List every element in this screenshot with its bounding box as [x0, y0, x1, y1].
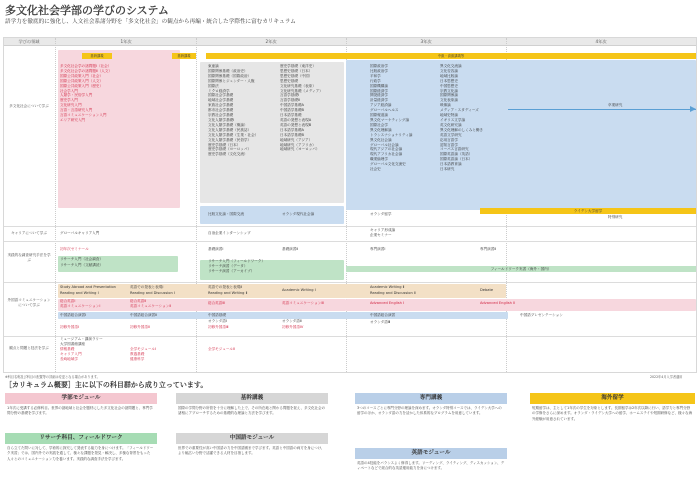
course-item: 文化人類学基礎Ⅰ	[208, 117, 235, 122]
course-item: 国際社会学	[370, 122, 388, 127]
pill-core: 基幹講義	[82, 53, 112, 59]
en-advanced-2: Advanced English Ⅱ	[480, 301, 515, 305]
header-year2: 2年次	[265, 39, 277, 44]
course-item: 家族社会学基礎	[208, 103, 234, 108]
course-item: アジア経済論	[370, 103, 392, 108]
module-2: 全学モジュールⅡ	[208, 347, 235, 351]
card-body: 自ら立てた問いに対して、学術的に探究して発表する能力を身につけます。「フィールドワーク実習」では、国内外での実践を通して、様々な課題を発見・解決し、多様な背景をもった人々とのコミュニケーション力を養います。実践的な調査手法を学びます。	[7, 446, 154, 461]
course-item: 地域社会学基礎	[208, 98, 234, 103]
course-item: 思想史基礎（中国）	[280, 73, 313, 78]
course-item: エリア研究入門	[60, 117, 86, 122]
nagasaki-studies: 長崎地域学	[60, 357, 78, 361]
card-chinese-module	[176, 433, 328, 459]
card-body: 国際の学問分野の所管を十分に理解した上で、その所在地と関わる問題を捉え、多文化社会の諸相にアプローチするための基礎的な理論と方法を学びます。	[178, 406, 326, 416]
en-communication-1: 英語コミュニケーションⅠ	[60, 304, 101, 308]
course-item: 国際関係とジェンダー・人権	[208, 78, 255, 83]
course-item: 地域研究（アジア）	[280, 137, 313, 142]
course-item: コーパス言語研究	[440, 147, 469, 152]
y3-course-col1	[370, 64, 412, 172]
research-archive: リサーチ演習（アーカイブ）	[208, 269, 255, 273]
card-specialized	[355, 393, 507, 419]
course-item: 国際公共政策入門（社会）	[60, 73, 104, 78]
card-body: 世界での重要性が高い中国語の力を中国語圏まで学びます。英語と中国語の両方を身につけ、より幅広い分野で活躍できる人材を目指します。	[178, 446, 325, 456]
course-item: 言語・言語研究入門	[60, 108, 93, 113]
en-study-abroad: Study Abroad and Presentation	[60, 285, 116, 289]
course-item: 英語の発想と表現B	[280, 122, 312, 127]
en-communication-3: 英語コミュニケーションⅢ	[282, 301, 324, 305]
course-item: 行政学	[370, 78, 381, 83]
course-item: 日本思想史	[440, 78, 458, 83]
health-science: 健康科学	[130, 357, 145, 361]
course-item: 日本語学基礎A	[280, 127, 305, 132]
card-title: 中国語モジュール	[176, 433, 328, 444]
course-item: 宗教文化論	[440, 88, 458, 93]
course-item: 国際関係基礎（政治史）	[208, 68, 248, 73]
cn-general-1: 中国語総合演習Ⅰ	[60, 313, 87, 317]
course-item: 日本語学基礎B	[280, 132, 305, 137]
course-item: 歴史学基礎（日本）	[208, 142, 241, 147]
en-academic-writing-2: Academic Writing Ⅱ	[370, 285, 405, 289]
header-year4: 4年次	[595, 39, 607, 44]
row-divider	[4, 282, 696, 283]
en-general-1: 総合英語Ⅰ	[60, 299, 76, 303]
course-item: 東亜論	[208, 64, 219, 68]
course-item: 地域研究（ヨーロッパ）	[280, 147, 320, 152]
chinese-block	[58, 312, 508, 319]
course-item: 思想史基礎	[280, 78, 298, 83]
row-divider	[4, 336, 696, 337]
course-item: 異文化理解論	[370, 127, 392, 132]
career-y1: グローバルキャリア入門	[60, 231, 100, 235]
card-title: 専門講義	[355, 393, 507, 404]
course-item: 国際関係基礎（国際政治）	[208, 73, 252, 78]
research-fieldwork: リサーチ入門（フィールドワーク）	[208, 259, 266, 263]
course-item: 歴史学基礎（東洋史）	[280, 64, 316, 68]
leiden-study-bar: ライデン大学留学	[480, 208, 696, 214]
card-research	[5, 433, 157, 464]
course-item: 国際政治学	[370, 64, 388, 68]
page-title: 多文化社会学部の学びのシステム	[5, 4, 169, 17]
card-title: リサーチ科目、フィールドワーク	[5, 433, 157, 444]
footnote-right: 2022年4月入学者適用	[650, 375, 683, 379]
course-item: 文化人類学基礎（民族誌）	[208, 127, 252, 132]
course-item: グローバル文化交流史	[370, 162, 406, 167]
research-data: リサーチ演習（データ）	[208, 264, 248, 268]
arrow-right-icon	[690, 106, 696, 112]
course-item: 日本研究	[440, 167, 455, 172]
cn-presentation: 中国語プレゼンテーション	[520, 313, 563, 317]
course-item: 計量経済学	[370, 98, 388, 103]
course-item: 認知言語学	[440, 142, 458, 147]
course-item: 歴史学入門	[60, 98, 78, 103]
course-item: 宗教社会学基礎	[208, 113, 234, 118]
course-item: 異文化社会論	[370, 137, 392, 142]
course-item: 異文化交流論	[440, 64, 462, 68]
career-y3b: 企業セミナー	[370, 233, 392, 237]
card-core-lecture	[176, 393, 328, 419]
dutch-3: オランダ語Ⅲ	[370, 320, 391, 324]
course-item: 地域史特論	[440, 113, 458, 118]
header-area: 学びの領域	[18, 39, 40, 44]
course-item: 国際報道論	[370, 113, 388, 118]
course-item: 社会史	[370, 167, 381, 172]
course-item: 異文化理解のしくみと働き	[440, 127, 484, 132]
course-item: 国際法	[208, 83, 219, 88]
course-item: 国際経済学	[370, 88, 388, 93]
course-item: 現代アジアの社会論	[370, 147, 403, 152]
course-item: 言語学基礎Ⅰ	[280, 93, 300, 98]
cn-general-adv: 中国語総合演習	[370, 313, 396, 317]
course-item: 多文化社会学の諸問題Ⅱ（人文）	[60, 68, 113, 73]
course-item: 国際英語論（日本）	[440, 157, 473, 162]
research-intro-lit: リサーチ入門（文献講読）	[60, 263, 104, 267]
course-item: 英語文学研究	[440, 132, 462, 137]
en-presentation-1: 英語での発表と表現Ⅰ	[130, 285, 164, 289]
en-general-3: 総合英語Ⅲ	[208, 301, 225, 305]
row-label-foreign: 外国語コミュニケーションについて学ぶ	[7, 298, 51, 307]
course-item: 言語コミュニケーション入門	[60, 113, 107, 118]
row-divider	[4, 241, 696, 242]
card-body: 1年次に受講する必修科目。世界の諸地域と社会を題材にした多文化社会の諸問題と、専門学問分野の基礎を学びます。	[7, 406, 153, 416]
dutch-1: オランダ語Ⅰ	[208, 319, 227, 323]
course-item: 歴史学基礎（ヨーロッパ）	[208, 147, 252, 152]
library-course: 大学図書館講座	[60, 342, 86, 346]
course-item: 日本語学基礎	[280, 113, 302, 118]
card-title: 基幹講義	[176, 393, 328, 404]
course-item: 言語学基礎Ⅱ	[280, 98, 300, 103]
course-item: 歴史学基礎（文化交流）	[208, 152, 248, 157]
career-intro: キャリア入門	[60, 352, 82, 356]
info-basic: 情報基礎	[60, 347, 75, 351]
divider	[55, 38, 56, 372]
course-item: メディア・スタディーズ	[440, 108, 479, 113]
en-general-2: 総合英語Ⅱ	[130, 299, 147, 303]
course-dutch-study: オランダ留学	[370, 212, 392, 216]
course-item: 平和学	[370, 73, 381, 78]
course-item: 国際英語論（英語）	[440, 152, 473, 157]
basic-seminar-2: 基礎演習Ⅱ	[282, 247, 299, 251]
course-item: 文化変容論	[440, 68, 458, 73]
en-advanced-1: Advanced English Ⅰ	[370, 301, 405, 305]
module-1: 全学モジュールⅠ	[130, 347, 157, 351]
course-item: イギリス文学論	[440, 117, 466, 122]
course-item: グローバルヘルス	[370, 108, 399, 113]
course-item: 比較政治学	[370, 68, 388, 73]
card-body: 英語の4技能をバランスよく修得します。リーディング、ライティング、ディスカッション、ディベートなどで総合的な英語運用能力を身につけます。	[357, 461, 505, 471]
card-title: 学部モジュール	[5, 393, 157, 404]
pill-specialized: 中級・高級講義等	[206, 53, 696, 59]
course-item: 英語の発想と表現A	[280, 117, 312, 122]
y4-graduation-research: 卒業研究	[608, 103, 623, 107]
course-item: 職業倫理学	[370, 157, 388, 162]
page-subtitle: 語学力を徹底的に強化し、人文社会系諸分野を「多文化社会」の観点から再編・統合した学際性に富むカリキュラム	[5, 19, 296, 25]
course-item: 国際社会学基礎	[208, 93, 234, 98]
y1-course-list	[60, 64, 112, 123]
card-faculty-module	[5, 393, 157, 419]
course-item: 日本語教育論	[440, 162, 462, 167]
basic-seminar-1: 基礎演習Ⅰ	[208, 247, 224, 251]
course-item: ミクロ経済学	[208, 88, 230, 93]
cn-basic: 中国語基礎	[208, 313, 226, 317]
lang-2: 初修外国語Ⅱ	[130, 325, 150, 329]
course-item: 思想史基礎（日本）	[280, 68, 313, 73]
course-item: 中国語学基礎B	[280, 108, 305, 113]
course-item: 社会学入門	[60, 88, 78, 93]
first-year-seminar: 初年次ゼミナール	[60, 247, 89, 251]
career-y2: 自治企業インターンシップ	[208, 231, 251, 235]
course-item: 中国思想史	[440, 83, 458, 88]
course-item: 国際機構論	[370, 83, 388, 88]
course-item: 地域比較論	[440, 73, 458, 78]
row-label-practical: 実践的な調査研究手法を学ぶ	[7, 253, 51, 262]
card-title: 海外留学	[530, 393, 695, 404]
course-item: 多文化社会学の諸問題Ⅰ（社会）	[60, 64, 112, 68]
course-item: 文化表象論	[440, 98, 458, 103]
course-item: 人類学・民俗学入門	[60, 93, 93, 98]
arrow-line	[508, 109, 696, 110]
course-item: 国際関係論	[440, 93, 458, 98]
lang-3: 初修外国語Ⅲ	[208, 325, 229, 329]
en-reading-writing-1: Reading and Writing Ⅰ	[60, 291, 99, 295]
course-item: 地域研究（アフリカ）	[280, 142, 316, 147]
course-item: トランスナショナリティ論	[370, 132, 413, 137]
course-item: 応用言語学	[440, 137, 458, 142]
course-item: 文化研究入門	[60, 103, 82, 108]
en-academic-writing-1: Academic Writing Ⅰ	[282, 288, 316, 292]
dutch-2: オランダ語Ⅱ	[282, 319, 302, 323]
y4-special-research: 特別研究	[608, 215, 623, 219]
footnote-left: ※科目名称及び科目の配置等の詳細は変更となる場合があります。	[5, 375, 100, 379]
y2-course-col2	[280, 64, 323, 152]
course-item: 文化研究基礎（メディア）	[280, 88, 323, 93]
course-item: 文化人類学基礎（民俗学）	[208, 137, 252, 142]
course-item: 文化人類学基礎（生業・社会）	[208, 132, 259, 137]
card-body: 3つのコースごとに専門分野の理論を深めます。オランダ特別コースでは、ライデン大学への留学のほか、オランダ語の力を活かした体系的なプログラムを用意しています。	[357, 406, 502, 416]
course-item: 国際公共政策入門（歴史）	[60, 83, 104, 88]
y3-course-col2	[440, 64, 483, 172]
liberal-basic: 教養基礎	[130, 352, 145, 356]
course-item: 中国語学基礎A	[280, 103, 305, 108]
course-item: 現代アフリカ社会論	[370, 152, 403, 157]
course-comparative-culture: 比較文化論・国際交流	[208, 212, 244, 216]
row-label-japanese: 観点と問題と技法を学ぶ	[9, 346, 49, 350]
course-item: 英文化研究論	[440, 122, 462, 127]
row-label-career: キャリアについて学ぶ	[11, 231, 47, 235]
course-item: 都市社会学基礎	[208, 108, 234, 113]
pill-core-2: 基幹講義	[172, 53, 196, 59]
en-reading-discussion-1: Reading and Discussion Ⅰ	[130, 291, 175, 295]
cn-general-2: 中国語総合演習Ⅱ	[130, 313, 157, 317]
seminar-1: 専門演習Ⅰ	[370, 247, 386, 251]
fieldwork-bar: フィールドワーク実習（海外・国内）	[346, 266, 696, 272]
divider	[196, 38, 197, 372]
en-debate: Debate	[480, 288, 494, 292]
en-communication-2: 英語コミュニケーションⅡ	[130, 304, 172, 308]
course-japan-korea: オランダ現代社会論	[282, 212, 315, 216]
course-item: 映像論	[440, 103, 451, 108]
course-item: 国際公共政策入門（人文）	[60, 78, 104, 83]
card-body: 短期留学は、主として1年次の学生を対象とします。長期留学は2年次以降に行い、語学力と専門分野の学修をさらに深めます。オランダ・ライデン大学への留学、ホームステイや短期研修など、様々な海外経験が用意されています。	[532, 406, 693, 421]
lang-1: 初修外国語Ⅰ	[60, 325, 80, 329]
en-reading-writing-2: Reading and Writing Ⅱ	[208, 291, 248, 295]
museum-rally: ミュージアム・講演ラリー	[60, 337, 103, 341]
en-reading-discussion-2: Reading and Discussion Ⅱ	[370, 291, 416, 295]
course-item: グローバル社会論	[370, 142, 399, 147]
en-presentation-2: 英語での発表と表現Ⅱ	[208, 285, 243, 289]
card-study-abroad	[530, 393, 695, 424]
course-item: 文化研究基礎（表象）	[280, 83, 316, 88]
header-year3: 3年次	[420, 39, 432, 44]
course-item: 開発経済学	[370, 93, 388, 98]
y2-course-col1	[208, 64, 258, 157]
research-intro-survey: リサーチ入門（社会調査）	[60, 257, 104, 261]
career-y3a: キャリア形成論	[370, 228, 396, 232]
row-label-multicultural: 多文化社会について学ぶ	[9, 104, 49, 108]
card-title: 英語モジュール	[355, 448, 507, 459]
seminar-2: 専門演習Ⅱ	[480, 247, 497, 251]
row-divider	[4, 226, 696, 227]
card-english-module	[355, 448, 507, 474]
lang-4: 初修外国語Ⅳ	[282, 325, 304, 329]
header-year1: 1年次	[120, 39, 132, 44]
summary-heading: ［カリキュラム概要］主に以下の科目群から成り立っています。	[5, 381, 208, 389]
course-item: 文化人類学基礎（概論）	[208, 122, 248, 127]
course-item: 異文化マーケティング論	[370, 117, 410, 122]
